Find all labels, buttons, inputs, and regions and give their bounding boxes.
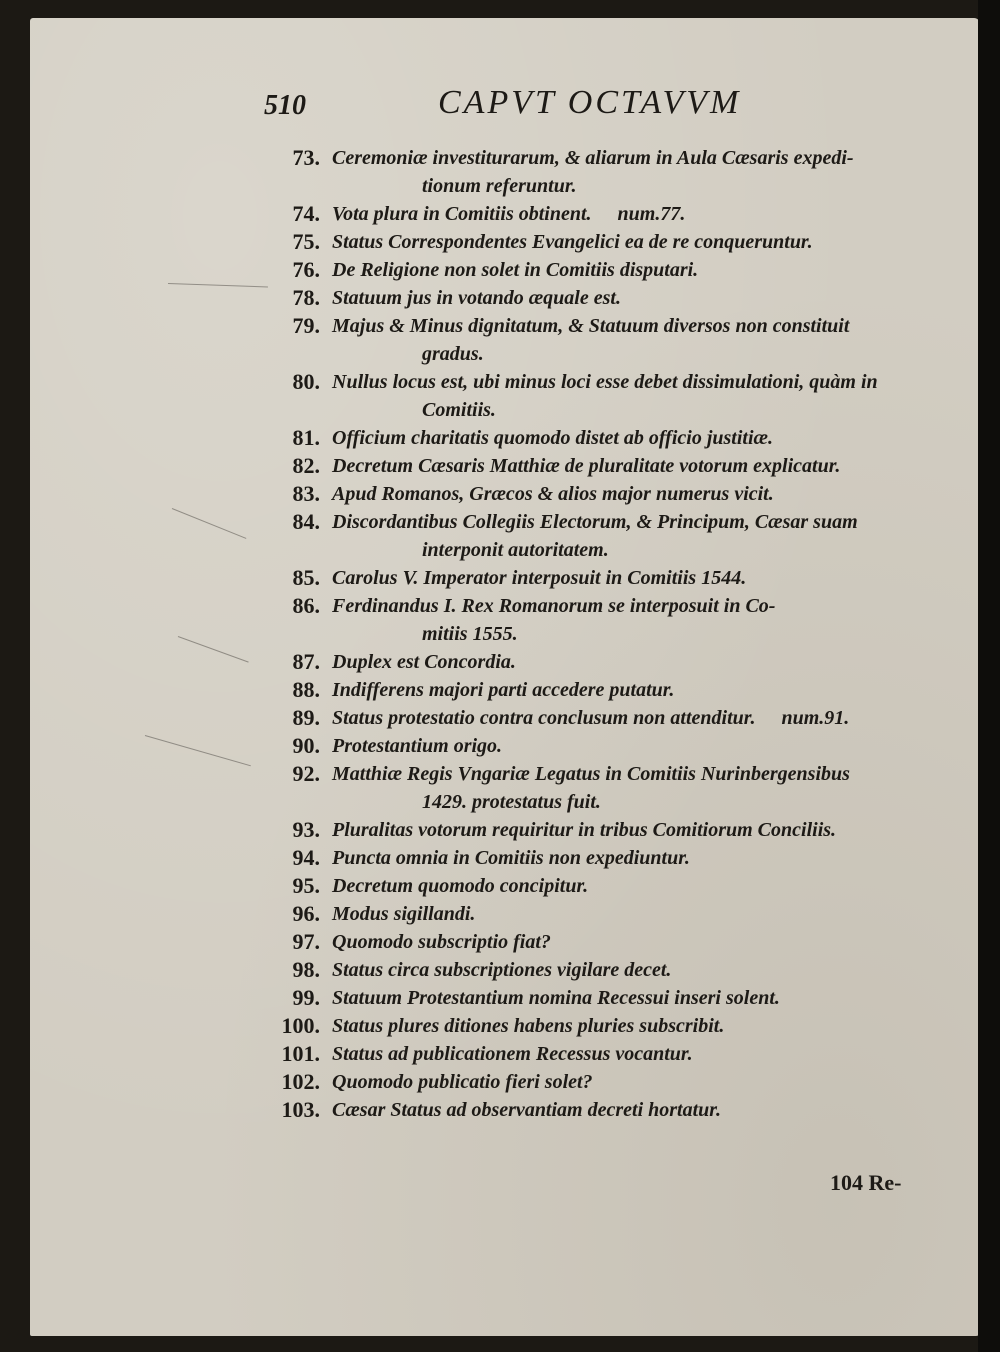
item-text: Status Correspondentes Evangelici ea de re conqueruntur.: [332, 231, 813, 253]
item-text: Decretum Cæsaris Matthiæ de pluralitate votorum explicatur.: [332, 455, 841, 477]
item-number: 103.: [281, 1097, 320, 1122]
list-item: [0, 732, 1000, 760]
item-text: Duplex est Concordia.: [332, 651, 516, 673]
item-text: Indifferens majori parti accedere putatur.: [332, 679, 675, 701]
list-item: [0, 676, 1000, 704]
item-text-continuation: tionum referuntur.: [422, 175, 577, 197]
item-text-block: [332, 564, 920, 592]
item-number: 95.: [292, 873, 320, 898]
item-text: Pluralitas votorum requiritur in tribus Comitiorum Conciliis.: [332, 819, 837, 841]
item-text: Protestantium origo.: [332, 735, 503, 757]
item-number: 79.: [292, 313, 320, 338]
item-text: Status ad publicationem Recessus vocantur.: [332, 1043, 693, 1065]
item-number: 85.: [292, 565, 320, 590]
summary-list: [0, 144, 1000, 1124]
item-number: 84.: [292, 509, 320, 534]
cross-reference: num.91.: [781, 707, 850, 729]
item-text-continuation: Comitiis.: [422, 399, 496, 421]
item-number: 102.: [281, 1069, 320, 1094]
item-text-block: [332, 704, 920, 732]
item-text-block: [332, 676, 920, 704]
list-item: [0, 844, 1000, 872]
item-text-continuation: gradus.: [422, 343, 484, 365]
item-number: 86.: [292, 593, 320, 618]
item-text: Statuum jus in votando æquale est.: [332, 287, 621, 309]
item-number: 78.: [292, 285, 320, 310]
item-text: Quomodo publicatio fieri solet?: [332, 1071, 593, 1093]
list-item: [0, 228, 1000, 256]
list-item: [0, 900, 1000, 928]
list-item: [0, 564, 1000, 592]
list-item: [0, 872, 1000, 900]
item-number: 81.: [292, 425, 320, 450]
item-text-block: [332, 452, 920, 480]
list-item: [0, 1096, 1000, 1124]
item-text: Majus & Minus dignitatum, & Statuum diversos non constituit: [332, 315, 850, 337]
item-text-block: [332, 508, 920, 564]
list-item: [0, 984, 1000, 1012]
item-text-block: [332, 984, 920, 1012]
item-text-block: [332, 900, 920, 928]
item-text-block: [332, 144, 920, 200]
item-text: Quomodo subscriptio fiat?: [332, 931, 551, 953]
item-text-block: [332, 1096, 920, 1124]
item-text-block: [332, 424, 920, 452]
list-item: [0, 648, 1000, 676]
item-number: 89.: [292, 705, 320, 730]
item-text-block: [332, 872, 920, 900]
item-text: Vota plura in Comitiis obtinent.: [332, 203, 592, 225]
item-number: 101.: [281, 1041, 320, 1066]
list-item: [0, 256, 1000, 284]
list-item: [0, 760, 1000, 816]
item-text-continuation: mitiis 1555.: [422, 623, 518, 645]
item-number: 76.: [292, 257, 320, 282]
page-header: [0, 84, 1000, 134]
item-number: 97.: [292, 929, 320, 954]
item-number: 74.: [292, 201, 320, 226]
item-number: 93.: [292, 817, 320, 842]
item-number: 83.: [292, 481, 320, 506]
item-text: Officium charitatis quomodo distet ab officio justitiæ.: [332, 427, 773, 449]
item-text: Carolus V. Imperator interposuit in Comitiis 1544.: [332, 567, 747, 589]
item-text: Decretum quomodo concipitur.: [332, 875, 589, 897]
list-item: [0, 1012, 1000, 1040]
item-number: 94.: [292, 845, 320, 870]
list-item: [0, 200, 1000, 228]
item-text-block: [332, 816, 920, 844]
list-item: [0, 592, 1000, 648]
item-text: Nullus locus est, ubi minus loci esse debet dissimulationi, quàm in: [332, 371, 878, 393]
item-number: 87.: [292, 649, 320, 674]
list-item: [0, 704, 1000, 732]
item-text: Discordantibus Collegiis Electorum, & Principum, Cæsar suam: [332, 511, 858, 533]
item-text: Status plures ditiones habens pluries subscribit.: [332, 1015, 725, 1037]
cross-reference: num.77.: [617, 203, 686, 225]
item-text-block: [332, 228, 920, 256]
item-text-block: [332, 368, 920, 424]
item-text-block: [332, 480, 920, 508]
item-number: 98.: [292, 957, 320, 982]
list-item: [0, 284, 1000, 312]
item-text-continuation: interponit autoritatem.: [422, 539, 609, 561]
item-text: Status protestatio contra conclusum non attenditur.: [332, 707, 756, 729]
item-text-block: [332, 928, 920, 956]
item-text-block: [332, 592, 920, 648]
item-text: Apud Romanos, Græcos & alios major numerus vicit.: [332, 483, 774, 505]
item-text-block: [332, 200, 920, 228]
item-text-block: [332, 1068, 920, 1096]
item-number: 73.: [292, 145, 320, 170]
item-number: 96.: [292, 901, 320, 926]
list-item: [0, 312, 1000, 368]
item-text: Ceremoniæ investiturarum, & aliarum in Aula Cæsaris expedi-: [332, 147, 854, 169]
item-text-continuation: 1429. protestatus fuit.: [422, 791, 601, 813]
list-item: [0, 1068, 1000, 1096]
item-text: Status circa subscriptiones vigilare decet.: [332, 959, 672, 981]
item-number: 92.: [292, 761, 320, 786]
list-item: [0, 956, 1000, 984]
item-number: 100.: [281, 1013, 320, 1038]
item-text-block: [332, 760, 920, 816]
item-text: Matthiæ Regis Vngariæ Legatus in Comitiis Nurinbergensibus: [332, 763, 850, 785]
item-text: Modus sigillandi.: [332, 903, 476, 925]
item-text-block: [332, 284, 920, 312]
list-item: [0, 424, 1000, 452]
item-number: 80.: [292, 369, 320, 394]
item-text: Cæsar Status ad observantiam decreti hortatur.: [332, 1099, 721, 1121]
list-item: [0, 928, 1000, 956]
item-text-block: [332, 648, 920, 676]
item-text: Ferdinandus I. Rex Romanorum se interposuit in Co-: [332, 595, 776, 617]
list-item: [0, 480, 1000, 508]
list-item: [0, 144, 1000, 200]
item-number: 99.: [292, 985, 320, 1010]
catchword: 104 Re-: [830, 1170, 902, 1195]
item-text-block: [332, 956, 920, 984]
list-item: [0, 452, 1000, 480]
item-text-block: [332, 732, 920, 760]
running-head: CAPVT OCTAVVM: [438, 84, 742, 121]
item-text-block: [332, 1040, 920, 1068]
list-item: [0, 508, 1000, 564]
list-item: [0, 368, 1000, 424]
item-number: 88.: [292, 677, 320, 702]
page-number: 510: [264, 90, 306, 121]
item-text-block: [332, 1012, 920, 1040]
item-text-block: [332, 312, 920, 368]
list-item: [0, 816, 1000, 844]
item-number: 75.: [292, 229, 320, 254]
item-text: Puncta omnia in Comitiis non expediuntur.: [332, 847, 690, 869]
item-text: Statuum Protestantium nomina Recessui inseri solent.: [332, 987, 780, 1009]
list-item: [0, 1040, 1000, 1068]
item-text-block: [332, 256, 920, 284]
item-number: 82.: [292, 453, 320, 478]
item-number: 90.: [292, 733, 320, 758]
item-text: De Religione non solet in Comitiis disputari.: [332, 259, 699, 281]
item-text-block: [332, 844, 920, 872]
